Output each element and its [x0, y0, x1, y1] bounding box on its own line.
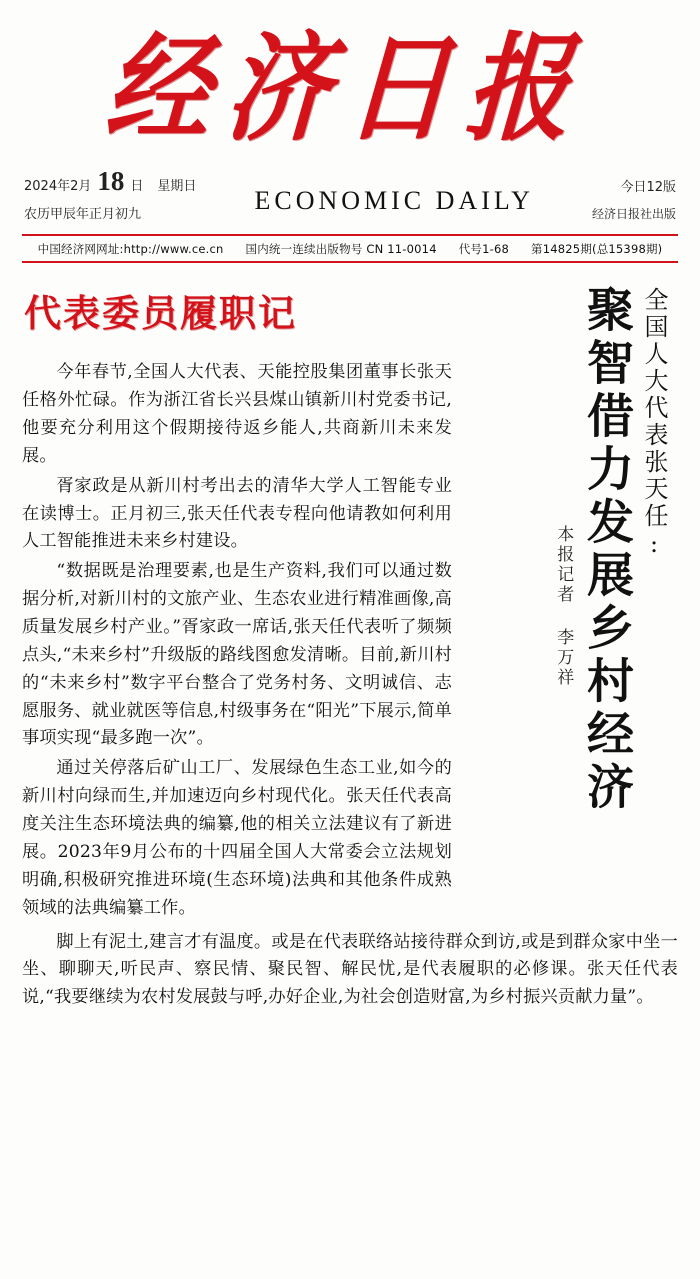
article-body: [0, 263, 700, 924]
article-text-column: [22, 283, 452, 924]
postal-code-text: 代号1-68: [458, 242, 510, 257]
paragraph: 通过关停落后矿山工厂、发展绿色生态工业,如今的新川村向绿而生,并加速迈向乡村现代化。张天任代表高度关注生态环境法典的编纂,他的相关立法建议有了新进展。2023年9月公布的十四届全国人大常委会立法规划明确,积极研究推进环境(生态环境)法典和其他条件成熟领域的法典编纂工作。: [22, 758, 452, 918]
issn-text: 国内统一连续出版物号 CN 11-0014: [245, 242, 437, 257]
article-byline: 本报记者 李万祥: [553, 525, 574, 689]
paragraph: 今年春节,全国人大代表、天能控股集团董事长张天任格外忙碌。作为浙江省长兴县煤山镇新川村党委书记,他要充分利用这个假期接待返乡能人,共商新川未来发展。: [22, 362, 452, 466]
section-title: 代表委员履职记: [24, 291, 297, 336]
publisher: 经济日报社出版: [591, 207, 676, 222]
masthead-info-row: [0, 152, 700, 222]
issue-number-text: 第14825期(总15398期): [531, 242, 663, 257]
article-paragraphs: [22, 359, 452, 922]
website-text: 中国经济网网址:http://www.ce.cn: [37, 242, 224, 257]
date-year-month: 2024年2月: [24, 179, 92, 195]
info-bar: [22, 234, 678, 263]
lunar-date: 农历甲辰年正月初九: [24, 207, 142, 223]
masthead-date-block: [24, 168, 196, 222]
newspaper-logo: 经济日报: [101, 19, 591, 158]
headline-main: 聚智借力发展乡村经济: [579, 285, 634, 816]
date-day: 18: [97, 166, 125, 197]
article-closing-block: [0, 925, 700, 1013]
masthead: [0, 0, 700, 158]
date-line: [24, 168, 196, 195]
masthead-right-block: [592, 176, 676, 222]
masthead-english-title-wrap: [196, 186, 592, 222]
weekday: 星期日: [157, 179, 197, 195]
paragraph: 胥家政是从新川村考出去的清华大学人工智能专业在读博士。正月初三,张天任代表专程向他请教如何利用人工智能推进未来乡村建设。: [22, 475, 452, 552]
headline-column: [466, 283, 678, 924]
paragraph: “数据既是治理要素,也是生产资料,我们可以通过数据分析,对新川村的文旅产业、生态农业进行精准画像,高质量发展乡村产业。”胥家政一席话,张天任代表听了频频点头,“未来乡村”升级版的路线图愈发清晰。目前,新川村的“未来乡村”数字平台整合了党务村务、文明诚信、志愿服务、就业就医等信息,村级事务在“阳光”下展示,简单事项实现“最多跑一次”。: [22, 561, 452, 749]
date-day-suffix: 日: [130, 179, 144, 195]
english-title: ECONOMIC DAILY: [254, 186, 534, 216]
pages-today: 今日12版: [620, 180, 676, 196]
paragraph: 脚上有泥土,建言才有温度。或是在代表联络站接待群众到访,或是到群众家中坐一坐、聊聊天,听民声、察民情、聚民智、解民忧,是代表履职的必修课。张天任代表说,“我要继续为农村发展鼓与呼,办好企业,为社会创造财富,为乡村振兴贡献力量”。: [22, 931, 678, 1008]
headline-kicker: 全国人大代表张天任:: [640, 287, 668, 562]
